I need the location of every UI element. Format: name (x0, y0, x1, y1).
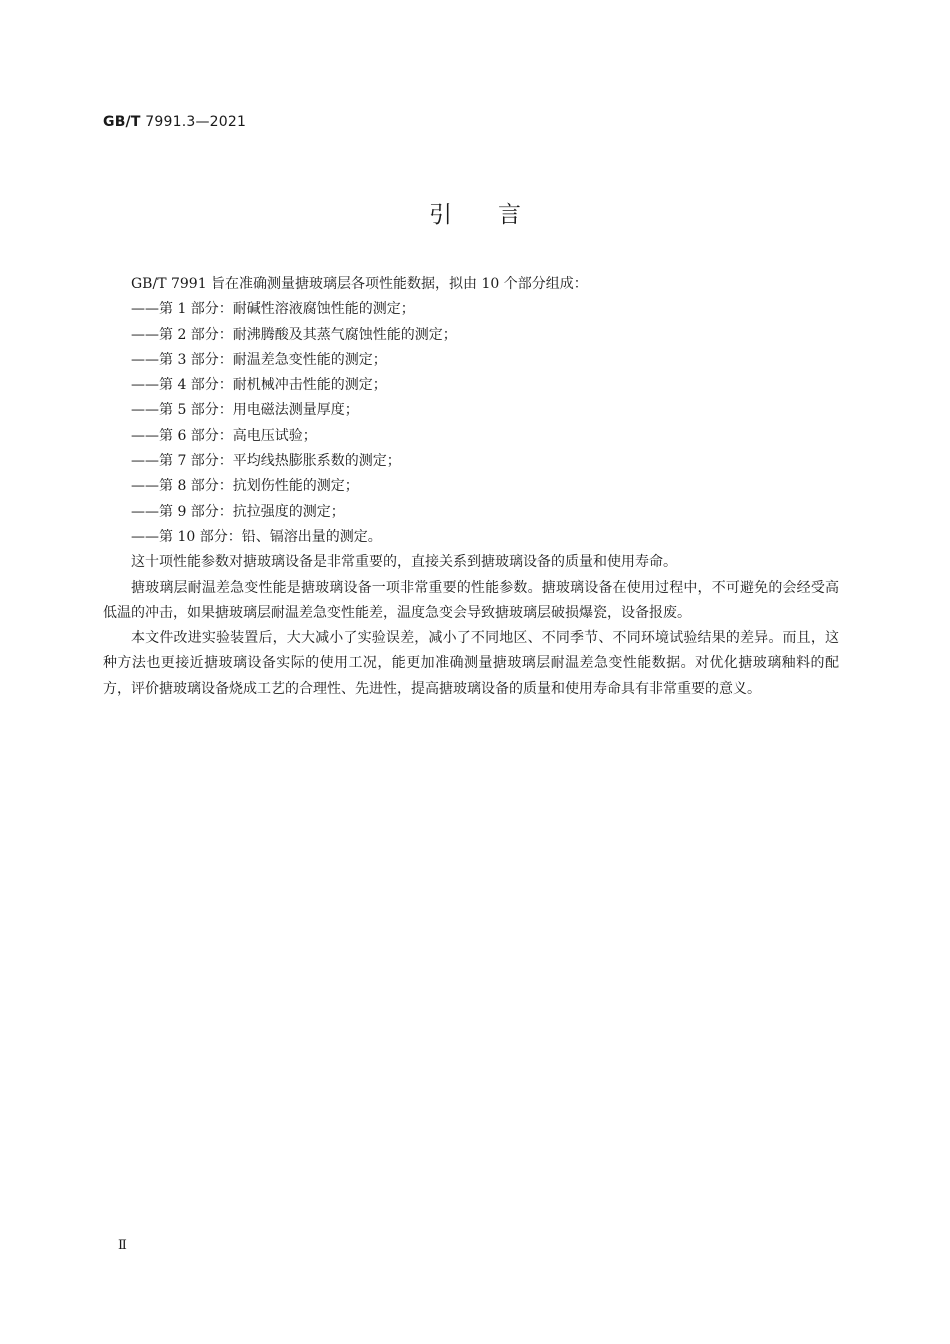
standard-code (103, 114, 246, 130)
list-item: ——第 3 部分：耐温差急变性能的测定； (131, 351, 387, 368)
list-item: ——第 7 部分：平均线热膨胀系数的测定； (131, 453, 401, 470)
body-paragraph: 这十项性能参数对搪玻璃设备是非常重要的，直接关系到搪玻璃设备的质量和使用寿命。 (131, 554, 677, 571)
body-paragraph: 搪玻璃层耐温差急变性能是搪玻璃设备一项非常重要的性能参数。搪玻璃设备在使用过程中，不可避免的会经受高低温的冲击，如果搪玻璃层耐温差急变性能差，温度急变会导致搪玻璃层破损爆瓷，设备报废。 (103, 579, 839, 621)
page-title: 引言 (429, 202, 567, 228)
introduction-body (103, 272, 839, 702)
list-item: ——第 6 部分：高电压试验； (131, 427, 317, 444)
list-item: ——第 4 部分：耐机械冲击性能的测定； (131, 377, 387, 394)
list-item: ——第 9 部分：抗拉强度的测定； (131, 503, 345, 520)
page-number: Ⅱ (118, 1238, 127, 1253)
body-paragraph: 本文件改进实验装置后，大大减小了实验误差，减小了不同地区、不同季节、不同环境试验结果的差异。而且，这种方法也更接近搪玻璃设备实际的使用工况，能更加准确测量搪玻璃层耐温差急变性能数据。对优化搪玻璃釉料的配方，评价搪玻璃设备烧成工艺的合理性、先进性，提高搪玻璃设备的质量和使用寿命具有非常重要的意义。 (103, 630, 839, 697)
standard-number: 7991.3—2021 (145, 114, 247, 130)
intro-paragraph: GB/T 7991 旨在准确测量搪玻璃层各项性能数据，拟由 10 个部分组成： (131, 276, 588, 292)
standard-prefix: GB/T (103, 114, 141, 130)
list-item: ——第 10 部分：铅、镉溶出量的测定。 (131, 528, 382, 545)
list-item: ——第 5 部分：用电磁法测量厚度； (131, 402, 359, 419)
list-item: ——第 8 部分：抗划伤性能的测定； (131, 478, 359, 495)
list-item: ——第 2 部分：耐沸腾酸及其蒸气腐蚀性能的测定； (131, 326, 457, 343)
list-item: ——第 1 部分：耐碱性溶液腐蚀性能的测定； (131, 301, 415, 318)
